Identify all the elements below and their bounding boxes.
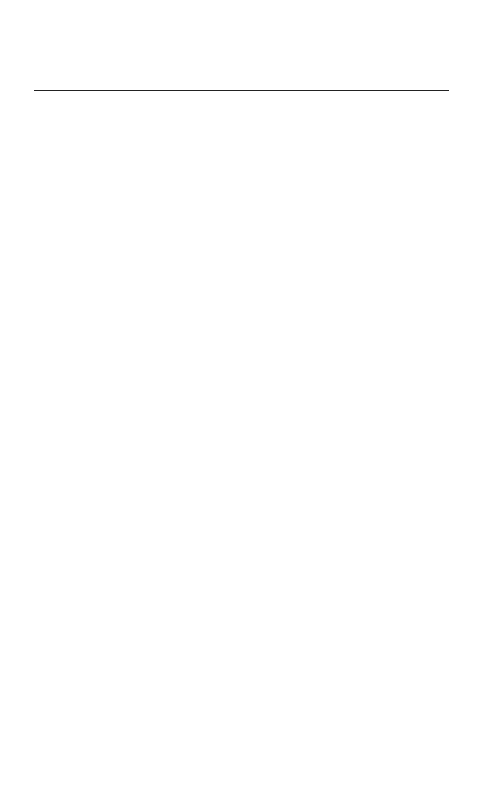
header-rule — [34, 90, 449, 91]
